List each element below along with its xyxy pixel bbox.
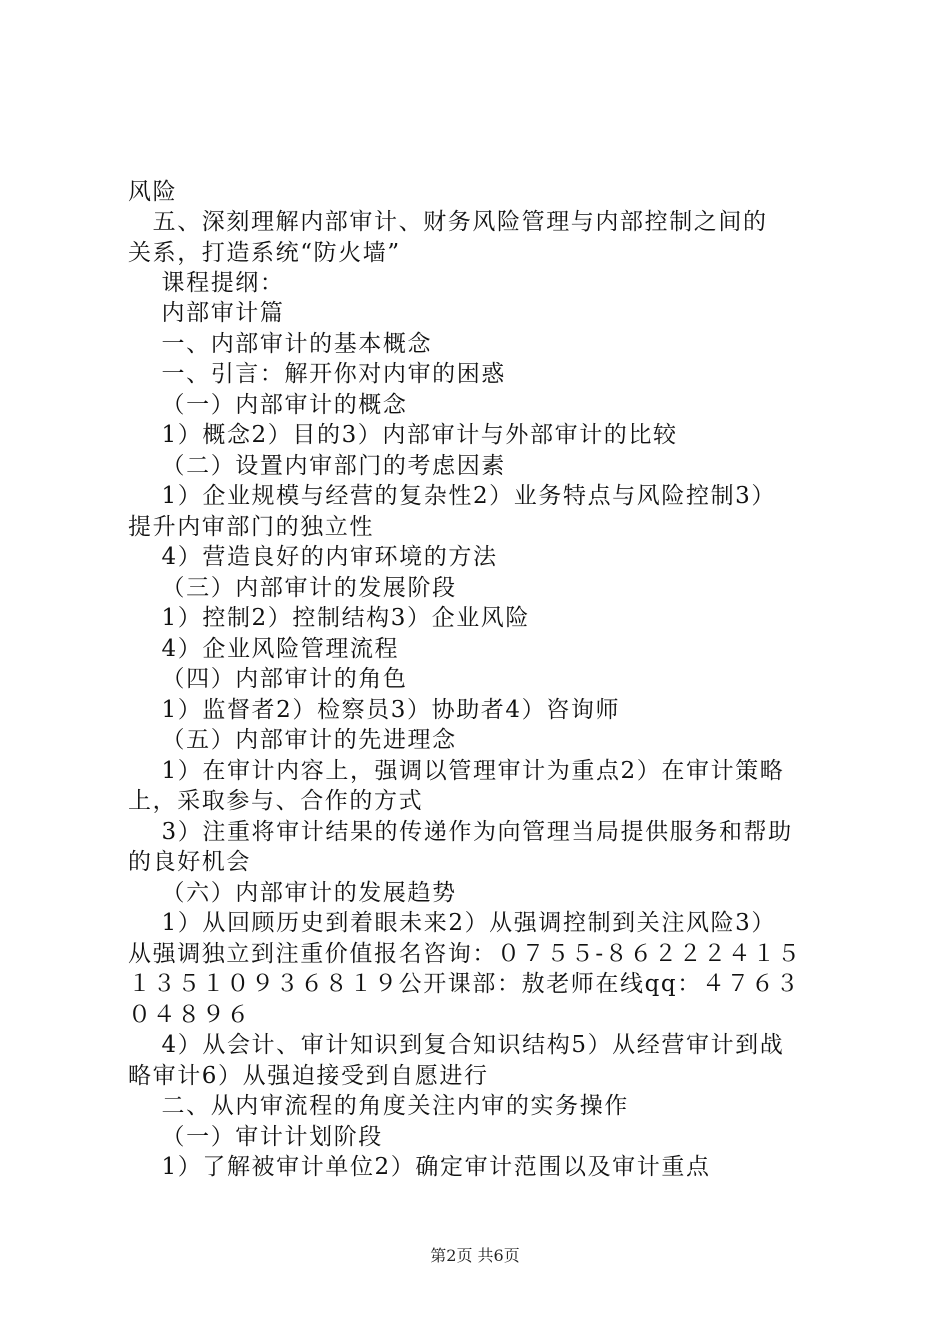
text-line: 二、从内审流程的角度关注内审的实务操作 [128,1093,629,1119]
text-line: 4）企业风险管理流程 [128,636,400,662]
text-line: 1）从回顾历史到着眼未来2）从强调控制到关注风险3） [128,910,777,936]
text-line: 课程提纲： [128,270,285,296]
text-line: （二）设置内审部门的考虑因素 [128,453,506,479]
text-line: 内部审计篇 [128,300,285,326]
text-line: （一）内部审计的概念 [128,392,408,418]
text-line: （四）内部审计的角色 [128,666,408,692]
text-line: 从强调独立到注重价值报名咨询：０７５５-８６２２２４１５ [128,941,802,967]
text-line: 1）监督者2）检察员3）协助者4）咨询师 [128,697,621,723]
text-line: 1）在审计内容上，强调以管理审计为重点2）在审计策略 [128,758,785,784]
text-line: 上，采取参与、合作的方式 [128,788,424,814]
text-line: 一、内部审计的基本概念 [128,331,433,357]
text-line: 的良好机会 [128,849,251,875]
text-line: 风险 [128,179,178,205]
text-line: 1）概念2）目的3）内部审计与外部审计的比较 [128,422,678,448]
text-line: 提升内审部门的独立性 [128,514,374,540]
text-line: 关系，打造系统“防火墙” [128,240,401,266]
text-line: 五、深刻理解内部审计、财务风险管理与内部控制之间的 [128,209,768,235]
text-line: 1）控制2）控制结构3）企业风险 [128,605,531,631]
text-line: （三）内部审计的发展阶段 [128,575,457,601]
text-line: 一、引言：解开你对内审的困惑 [128,361,506,387]
text-line: （五）内部审计的先进理念 [128,727,457,753]
text-line: ０４８９６ [128,1002,251,1028]
text-line: 1）企业规模与经营的复杂性2）业务特点与风险控制3） [128,483,777,509]
text-line: １３５１０９３６８１９公开课部：敖老师在线qq：４７６３ [128,971,801,997]
page-footer: 第2页 共6页 [430,1246,520,1265]
text-line: 略审计6）从强迫接受到自愿进行 [128,1063,489,1089]
text-line: 4）从会计、审计知识到复合知识结构5）从经营审计到战 [128,1032,785,1058]
text-line: 4）营造良好的内审环境的方法 [128,544,498,570]
text-line: （一）审计计划阶段 [128,1124,383,1150]
text-line: （六）内部审计的发展趋势 [128,880,457,906]
text-line: 3）注重将审计结果的传递作为向管理当局提供服务和帮助 [128,819,793,845]
text-line: 1）了解被审计单位2）确定审计范围以及审计重点 [128,1154,711,1180]
